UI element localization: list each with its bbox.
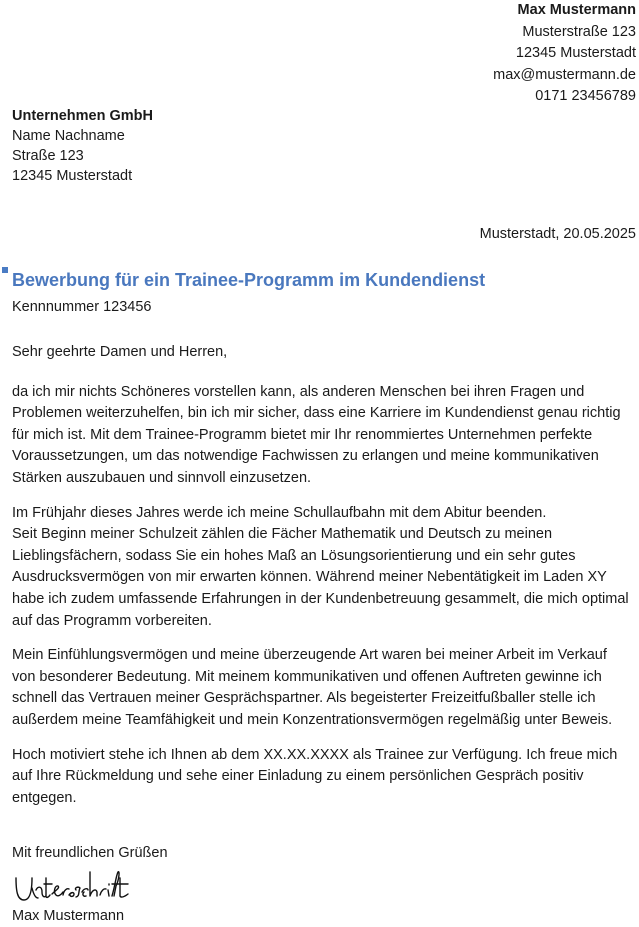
- paragraph-education: [12, 503, 630, 633]
- recipient-contact: Name Nachname: [12, 128, 125, 144]
- paragraph-education-line2: Seit Beginn meiner Schulzeit zählen die Fächer Mathematik und Deutsch zu meinen Lieblingsfächern, sodass Sie ein hohes Maß an Lösungsorientierung und ein sehr gutes Ausdrucksvermögen von mir erwarten können. Während meiner Nebentätigkeit im Laden XY habe ich zudem umfassende Erfahrungen in der Kundenbetreuung gesammelt, die mich optimal auf das Programm vorbereiten.: [12, 526, 629, 629]
- reference-number: Kennnummer 123456: [12, 299, 152, 315]
- paragraph-availability: Hoch motiviert stehe ich Ihnen ab dem XX.XX.XXXX als Trainee zur Verfügung. Ich freue mich auf Ihre Rückmeldung und sehe einer Einladung zu einem persönlichen Gespräch positiv entgegen.: [12, 746, 618, 806]
- sender-street: Musterstraße 123: [522, 23, 636, 40]
- sender-phone: 0171 23456789: [535, 88, 636, 105]
- signed-name: Max Mustermann: [12, 908, 125, 924]
- closing: Mit freundlichen Grüßen: [12, 845, 168, 861]
- recipient-company: Unternehmen GmbH: [12, 108, 153, 124]
- letter-body: [12, 342, 630, 822]
- sender-name: Max Mustermann: [517, 2, 636, 18]
- subject-marker: [2, 267, 8, 273]
- recipient-address: [12, 106, 153, 186]
- paragraph-motivation: da ich mir nichts Schöneres vorstellen kann, als anderen Menschen bei ihren Fragen und Problemen weiterzuhelfen, bin ich mir sicher, dass eine Karriere im Kundendienst genau richtig für mich ist. Mit dem Trainee-Programm bietet mir Ihr renommiertes Unternehmen perfekte Voraussetzungen, um das notwendige Fachwissen zu erlangen und meine kommunikativen Stärken auszubauen und sinnvoll einzusetzen.: [12, 383, 621, 486]
- subject-line: Bewerbung für ein Trainee-Programm im Kundendienst: [12, 270, 486, 290]
- sender-address: [493, 0, 636, 108]
- paragraph-skills: Mein Einfühlungsvermögen und meine überzeugende Art waren bei meiner Arbeit im Verkauf von besonderer Bedeutung. Mit meinem kommunikativen und offenen Auftreten gewinne ich schnell das Vertrauen meiner Gesprächspartner. Als begeisterter Freizeitfußballer stelle ich außerdem meine Teamfähigkeit und mein Konzentrationsvermögen regelmäßig unter Beweis.: [12, 647, 613, 728]
- handwritten-signature: [12, 868, 132, 908]
- salutation: Sehr geehrte Damen und Herren,: [12, 344, 228, 360]
- recipient-street: Straße 123: [12, 148, 84, 164]
- sender-email: max@mustermann.de: [493, 66, 636, 83]
- recipient-city: 12345 Musterstadt: [12, 168, 133, 184]
- sender-city: 12345 Musterstadt: [515, 45, 636, 62]
- letter-date: Musterstadt, 20.05.2025: [479, 226, 636, 242]
- paragraph-education-line1: Im Frühjahr dieses Jahres werde ich meine Schullaufbahn mit dem Abitur beenden.: [12, 504, 547, 521]
